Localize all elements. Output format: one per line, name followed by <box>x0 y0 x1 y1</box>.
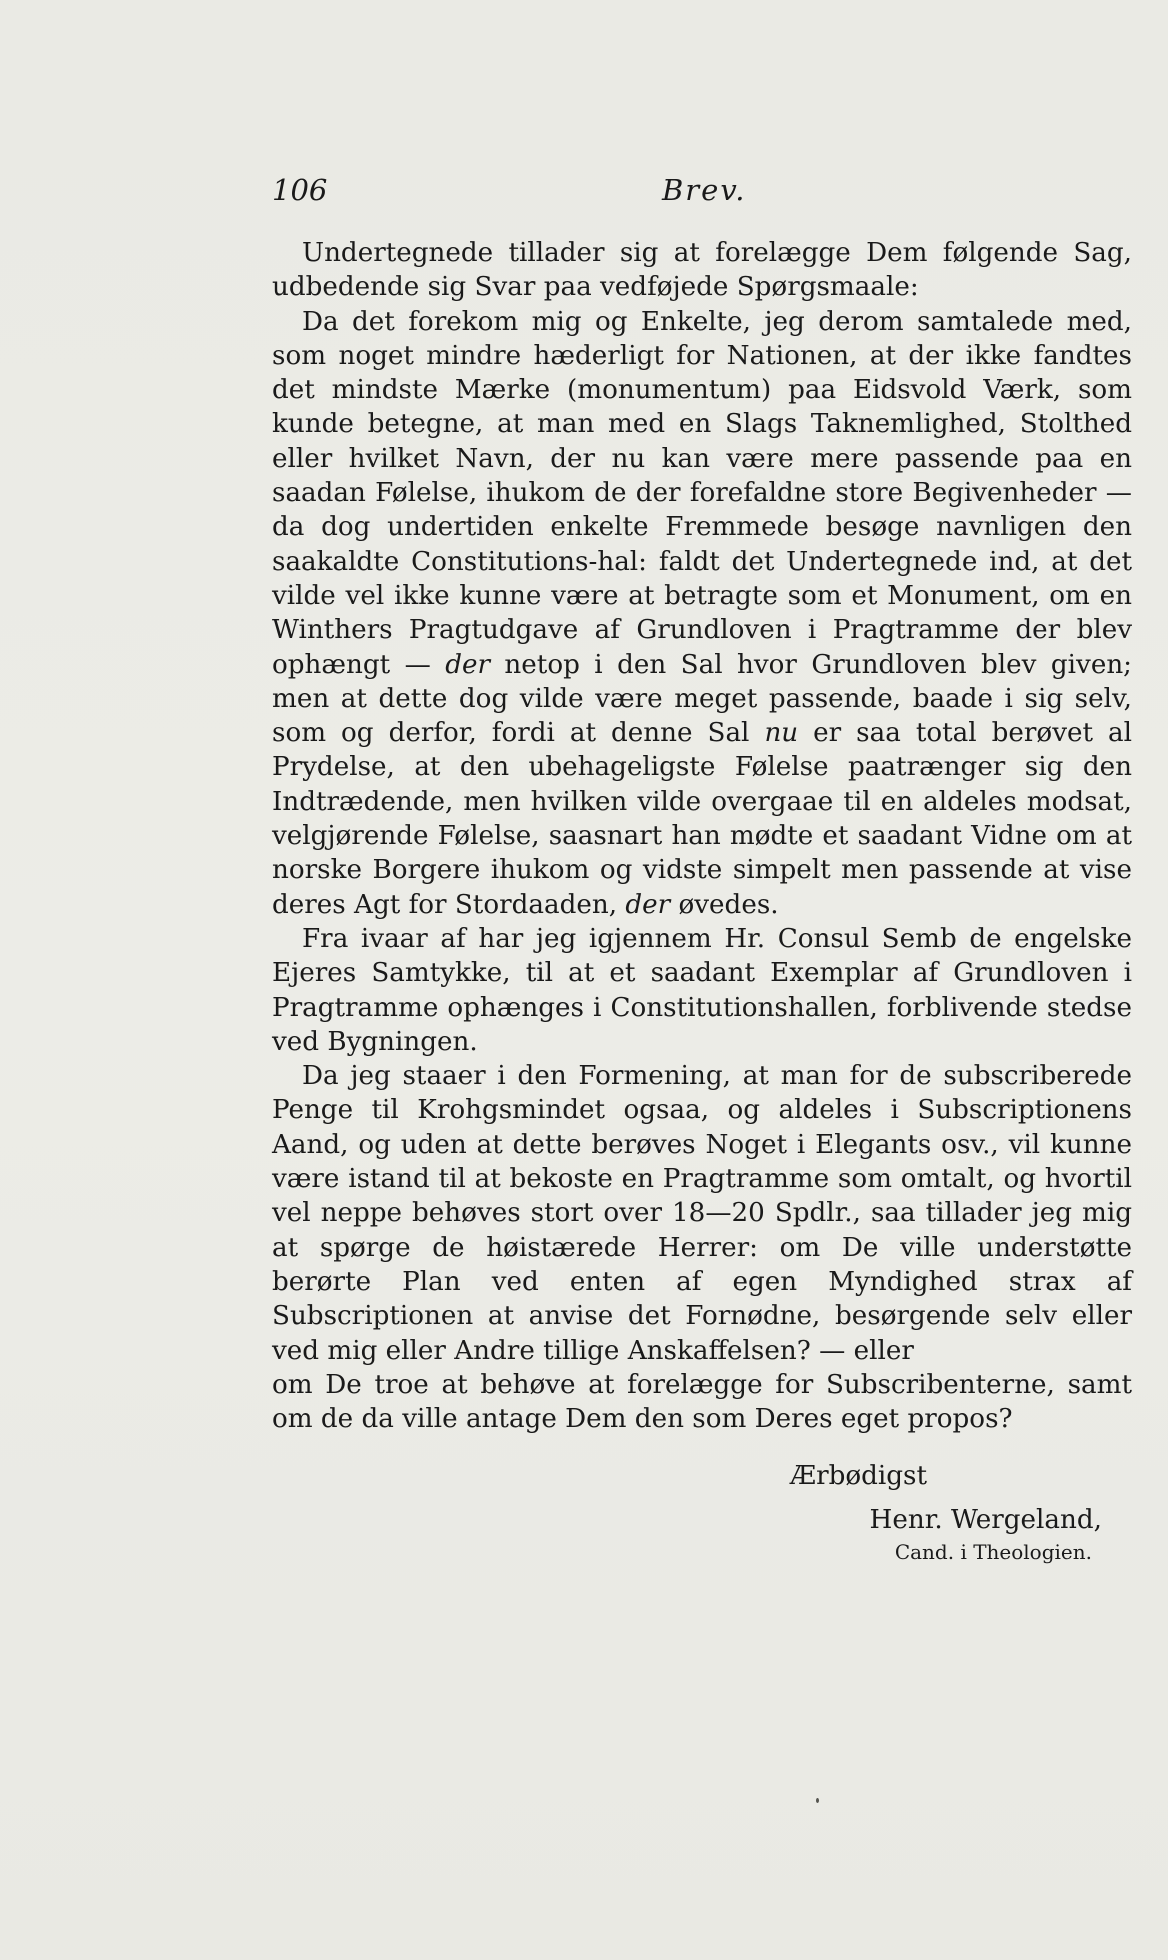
salutation: Ærbødigst <box>789 1461 927 1491</box>
running-title: Brev. <box>662 173 747 207</box>
emphasis-nu: nu <box>764 718 799 749</box>
paragraph-consent: Fra ivaar af har jeg igjennem Hr. Consul Semb de engelske Ejeres Samtykke, til at et saadant Exemplar af Grundloven i Pragtramme ophænges i Constitutionshallen, forblivende stedse ved Bygningen. <box>272 923 1132 1057</box>
emphasis-der-2: der <box>625 889 671 920</box>
emphasis-der: der <box>445 649 490 680</box>
running-head <box>272 168 1132 212</box>
paragraph-opening: Undertegnede tillader sig at forelægge Dem følgende Sag, udbedende sig Svar paa vedføjede Spørgsmaale: <box>272 238 1132 303</box>
letter-body <box>272 236 1132 1436</box>
text-segment: netop i den Sal hvor Grundloven blev given; men at dette dog vilde være meget passende, baade i sig selv, som og derfor, fordi at denne Sal <box>272 649 1133 749</box>
text-segment: øvedes. <box>670 889 779 920</box>
paragraph-subscribers-question: om De troe at behøve at forelægge for Subscribenterne, samt om de da ville antage Dem den som Deres eget propos? <box>272 1369 1132 1435</box>
text-segment: Da det forekom mig og Enkelte, jeg derom samtalede med, som noget mindre hæderligt for Nationen, at der ikke fandtes det mindste Mærke (monumentum) paa Eidsvold Værk, som kunde betegne, at man med en Slags Taknemlighed, Stolthed eller hvilket Navn, der nu kan være mere passende paa en saadan Følelse, ihukom de der forefaldne store Begivenheder — da dog undertiden enkelte Fremmede besøge navnligen den saakaldte Constitutions-hal: faldt det Undertegnede ind, at det vilde vel ikke kunne være at betragte som et Monument, om en Winthers Pragtudgave af Grundloven i Pragtramme der blev ophængt — <box>272 306 1132 680</box>
text-segment: er saa total berøvet al Prydelse, at den ubehageligste Følelse paatrænger sig den Indtrædende, men hvilken vilde overgaae til en aldeles modsat, velgjørende Følelse, saasnart han mødte et saadant Vidne om at norske Borgere ihukom og vidste simpelt men passende at vise deres Agt for Stordaaden, <box>272 718 1132 920</box>
page-number: 106 <box>272 173 328 207</box>
signature-title: Cand. i Theologien. <box>894 1540 1092 1564</box>
paper-speck <box>816 1798 819 1803</box>
paragraph-funding-question: Da jeg staaer i den Formening, at man for de subscriberede Penge til Krohgsmindet ogsaa, og aldeles i Subscriptionens Aand, og uden at dette berøves Noget i Elegants osv., vil kunne være istand til at bekoste en Pragtramme som omtalt, og hvortil vel neppe behøves stort over 18—20 Spdlr., saa tillader jeg mig at spørge de høistærede Herrer: om De ville understøtte berørte Plan ved enten af egen Myndighed strax af Subscriptionen at anvise det Fornødne, besørgende selv eller ved mig eller Andre tillige Anskaffelsen? — eller <box>272 1061 1132 1366</box>
signature: Henr. Wergeland, <box>869 1505 1102 1535</box>
letter-closing <box>272 1458 1132 1566</box>
paragraph-monument-proposal <box>272 305 1132 922</box>
